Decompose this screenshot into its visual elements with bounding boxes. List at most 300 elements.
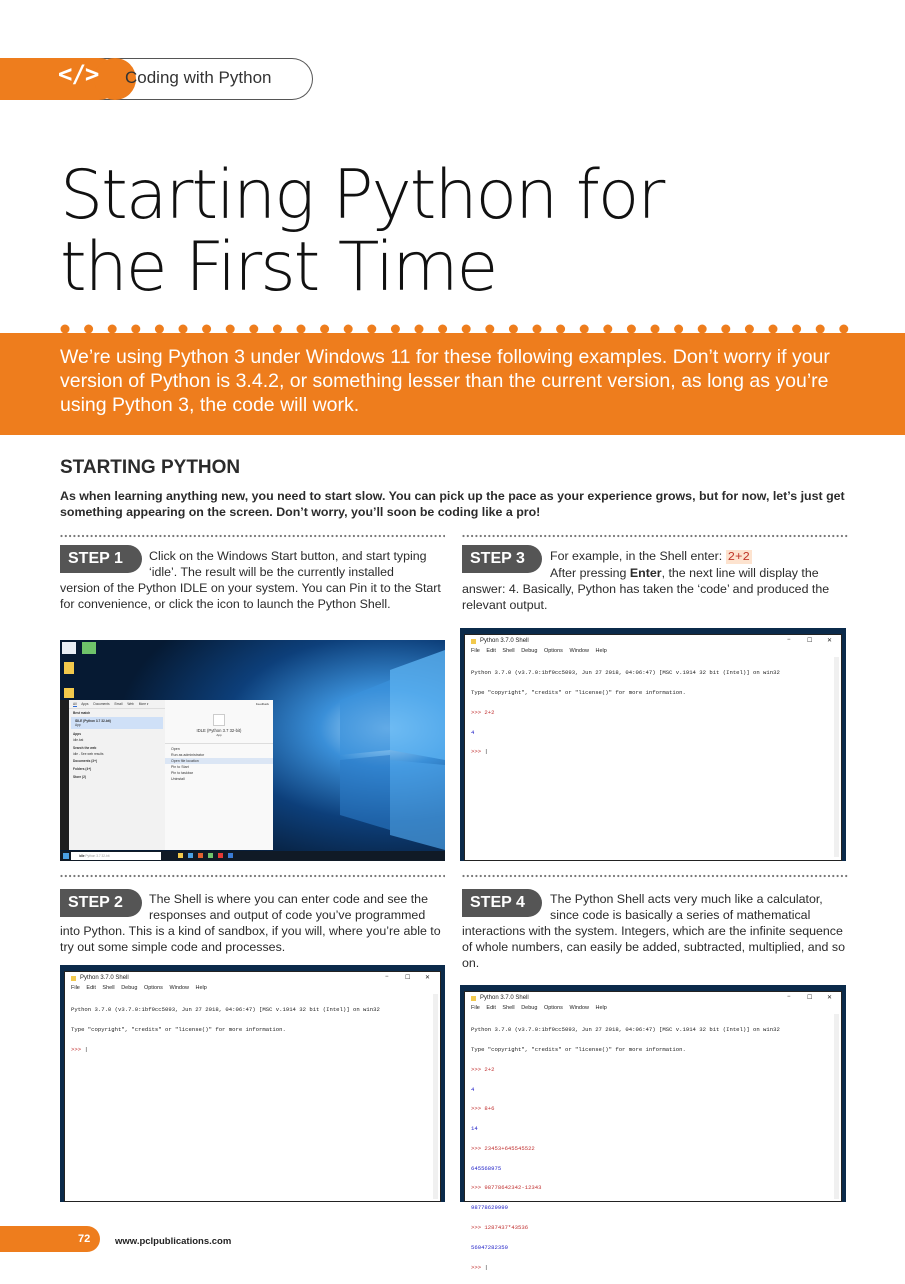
divider-dot xyxy=(284,875,286,877)
section-heading: STARTING PYTHON xyxy=(60,457,241,478)
menu-options[interactable]: Options xyxy=(143,985,163,991)
idle-shell-window xyxy=(64,971,441,1202)
divider-dot xyxy=(159,875,161,877)
menu-file[interactable]: File xyxy=(71,985,80,991)
divider-dot xyxy=(177,535,179,537)
divider-dot xyxy=(159,535,161,537)
divider-dot xyxy=(430,875,432,877)
divider-dot xyxy=(189,535,191,537)
search-query: idle xyxy=(79,854,85,858)
divider-dot xyxy=(742,875,744,877)
menu-file[interactable]: File xyxy=(471,648,480,654)
divider-dot xyxy=(523,535,525,537)
action-pin-to-start[interactable]: Pin to Start xyxy=(171,765,189,769)
divider-dot xyxy=(60,875,62,877)
tab-more[interactable]: More ▾ xyxy=(138,702,149,706)
divider-dot xyxy=(596,875,598,877)
maximize-icon[interactable]: ☐ xyxy=(807,638,813,644)
divider-dot xyxy=(129,535,131,537)
divider-dot xyxy=(73,875,75,877)
step-text-line: responses and output of code you’ve programmed xyxy=(149,908,426,922)
divider-dot xyxy=(536,875,538,877)
menu-debug[interactable]: Debug xyxy=(521,648,538,654)
divider-dot xyxy=(310,875,312,877)
divider-dot xyxy=(177,875,179,877)
action-uninstall[interactable]: Uninstall xyxy=(171,777,185,781)
divider-dot xyxy=(815,875,817,877)
divider-dot xyxy=(293,875,295,877)
divider-dot xyxy=(379,875,381,877)
divider-dot xyxy=(591,535,593,537)
menu-help[interactable]: Help xyxy=(195,985,207,991)
minimize-icon[interactable]: − xyxy=(385,974,389,980)
divider-dot xyxy=(430,535,432,537)
divider-dot xyxy=(484,535,486,537)
menu-debug[interactable]: Debug xyxy=(521,1005,538,1011)
scrollbar[interactable] xyxy=(834,657,839,857)
divider-dot xyxy=(471,535,473,537)
detail-app-kind: App xyxy=(216,733,222,737)
taskbar-app-icon[interactable] xyxy=(228,853,233,858)
search-web-heading: Search the web xyxy=(73,746,97,750)
best-match-item[interactable] xyxy=(71,717,163,729)
divider-dot xyxy=(763,535,765,537)
divider-dot xyxy=(781,535,783,537)
close-icon[interactable]: ✕ xyxy=(827,995,833,1001)
step-text-line: ‘idle’. The result will be the currently installed xyxy=(149,565,394,579)
divider-dot xyxy=(318,535,320,537)
divider-dot xyxy=(531,875,533,877)
python-file-icon[interactable] xyxy=(64,688,74,698)
divider-dot xyxy=(121,875,123,877)
divider-dot xyxy=(587,875,589,877)
idle-app-icon xyxy=(471,639,476,644)
divider-dot xyxy=(703,535,705,537)
menu-edit[interactable]: Edit xyxy=(486,1005,496,1011)
whatsapp-icon[interactable] xyxy=(82,642,96,654)
divider-dot xyxy=(798,875,800,877)
divider-dot xyxy=(604,535,606,537)
divider-dot xyxy=(237,875,239,877)
divider-dot xyxy=(583,535,585,537)
divider-dot xyxy=(630,875,632,877)
divider-dot xyxy=(306,875,308,877)
page-title-line2: the First Time xyxy=(60,228,497,307)
divider-dot xyxy=(86,875,88,877)
tab-documents[interactable]: Documents xyxy=(93,702,110,706)
divider-dot xyxy=(518,875,520,877)
divider-dot xyxy=(557,875,559,877)
divider-dot xyxy=(211,535,213,537)
divider-dot xyxy=(716,875,718,877)
shell-screenshot-step4 xyxy=(460,985,846,1271)
window-title: Python 3.7.0 Shell xyxy=(80,975,129,981)
divider-dot xyxy=(652,875,654,877)
divider-dot xyxy=(95,535,97,537)
divider-dot xyxy=(142,875,144,877)
divider-dot xyxy=(613,535,615,537)
shell-input-line: >>> 98778642342-12343 xyxy=(471,1184,542,1192)
menu-edit[interactable]: Edit xyxy=(86,985,96,991)
divider-dot xyxy=(366,875,368,877)
divider-dot xyxy=(151,535,153,537)
taskbar-search-box[interactable] xyxy=(71,852,161,860)
action-open[interactable]: Open xyxy=(171,747,180,751)
folders-heading[interactable]: Folders (4+) xyxy=(73,767,92,771)
divider-dot xyxy=(280,875,282,877)
divider-dot xyxy=(755,535,757,537)
shell-result-line: 56047282350 xyxy=(471,1243,508,1251)
divider-dot xyxy=(138,535,140,537)
divider-dot xyxy=(630,535,632,537)
divider-dot xyxy=(443,875,445,877)
divider-dot xyxy=(435,535,437,537)
divider-dot xyxy=(540,875,542,877)
divider-dot xyxy=(151,875,153,877)
divider-dot xyxy=(673,535,675,537)
menu-window[interactable]: Window xyxy=(169,985,189,991)
taskbar-app-icon[interactable] xyxy=(208,853,213,858)
divider-dot xyxy=(155,875,157,877)
page-number: 72 xyxy=(78,1233,91,1245)
divider-dot xyxy=(738,535,740,537)
menu-options[interactable]: Options xyxy=(543,648,563,654)
minimize-icon[interactable]: − xyxy=(787,637,791,643)
maximize-icon[interactable]: ☐ xyxy=(807,995,813,1001)
divider-dot xyxy=(344,875,346,877)
divider-dot xyxy=(720,875,722,877)
divider-dot xyxy=(413,875,415,877)
divider-dot xyxy=(665,535,667,537)
divider-dot xyxy=(181,535,183,537)
taskbar-app-icon[interactable] xyxy=(218,853,223,858)
divider-dot xyxy=(422,535,424,537)
divider-dot xyxy=(824,875,826,877)
menu-window[interactable]: Window xyxy=(569,648,589,654)
step-badge: STEP 3 xyxy=(462,545,542,573)
divider-dot xyxy=(258,875,260,877)
divider-dot xyxy=(527,875,529,877)
divider-dot xyxy=(712,875,714,877)
divider-dot xyxy=(241,535,243,537)
divider-dot xyxy=(819,535,821,537)
page-title xyxy=(60,156,664,307)
shell-output[interactable] xyxy=(71,994,380,1067)
divider-dot xyxy=(781,875,783,877)
footer-url[interactable]: www.pclpublications.com xyxy=(115,1236,232,1247)
divider-dot xyxy=(207,875,209,877)
divider-dot xyxy=(181,875,183,877)
divider-dot xyxy=(327,875,329,877)
divider-dot xyxy=(531,535,533,537)
divider-dot xyxy=(207,535,209,537)
divider-dot xyxy=(357,535,359,537)
divider-dot xyxy=(729,875,731,877)
divider-dot xyxy=(819,875,821,877)
tab-all[interactable]: All xyxy=(73,702,77,706)
taskbar-app-icon[interactable] xyxy=(198,853,203,858)
divider-dot xyxy=(475,875,477,877)
divider-dot xyxy=(755,875,757,877)
divider-dot xyxy=(310,535,312,537)
action-run-as-admin[interactable]: Run as administrator xyxy=(171,753,205,757)
divider-dot xyxy=(673,875,675,877)
divider-dot xyxy=(660,875,662,877)
divider-dot xyxy=(553,535,555,537)
divider-dot xyxy=(202,535,204,537)
divider-dot xyxy=(202,875,204,877)
divider-dot xyxy=(323,875,325,877)
divider-dot xyxy=(759,535,761,537)
divider-dot xyxy=(557,535,559,537)
divider-dot xyxy=(215,875,217,877)
divider-dot xyxy=(772,875,774,877)
divider-dot xyxy=(336,875,338,877)
taskbar-app-icon[interactable] xyxy=(178,853,183,858)
divider-dot xyxy=(677,875,679,877)
store-heading[interactable]: Store (2) xyxy=(73,775,86,779)
divider-dot xyxy=(86,535,88,537)
step-text xyxy=(462,548,850,613)
menu-edit[interactable]: Edit xyxy=(486,648,496,654)
divider-dot xyxy=(544,875,546,877)
menu-debug[interactable]: Debug xyxy=(121,985,138,991)
divider-dot xyxy=(327,535,329,537)
divider-dot xyxy=(396,535,398,537)
shell-result-line: 14 xyxy=(471,1125,478,1133)
divider-dot xyxy=(155,535,157,537)
divider-dot xyxy=(426,535,428,537)
divider-dot xyxy=(168,875,170,877)
divider-dot xyxy=(60,535,62,537)
divider-dot xyxy=(501,875,503,877)
divider-dot xyxy=(785,535,787,537)
menu-bar xyxy=(471,648,607,654)
divider-dot xyxy=(811,875,813,877)
shell-result-line: 98778629999 xyxy=(471,1204,508,1212)
step-text-rest: version of the Python IDLE on your system. You can Pin it to the Start for convenience, or click the icon to launch the Python Shell. xyxy=(60,581,441,611)
action-open-file-location[interactable]: Open file location xyxy=(165,758,273,764)
step-badge: STEP 1 xyxy=(60,545,142,573)
divider-dot xyxy=(802,875,804,877)
shell-banner: Type "copyright", "credits" or "license()" for more information. xyxy=(71,1025,286,1033)
divider-dot xyxy=(626,535,628,537)
divider-dot xyxy=(514,875,516,877)
python-file-icon[interactable] xyxy=(64,662,74,674)
divider-dot xyxy=(703,875,705,877)
code-icon: </> xyxy=(58,60,99,88)
divider-dot xyxy=(759,875,761,877)
divider-dot xyxy=(488,535,490,537)
divider-dot xyxy=(669,535,671,537)
best-match-heading: Best match xyxy=(73,711,91,715)
idle-app-icon xyxy=(471,996,476,1001)
divider-dot xyxy=(643,875,645,877)
divider-dot xyxy=(617,875,619,877)
divider-dot xyxy=(211,875,213,877)
divider-dot xyxy=(387,535,389,537)
shell-output[interactable] xyxy=(471,657,780,769)
close-icon[interactable]: ✕ xyxy=(425,975,431,981)
divider-dot xyxy=(505,535,507,537)
search-tabs xyxy=(69,700,165,709)
divider-dot xyxy=(142,535,144,537)
divider-dot xyxy=(164,535,166,537)
divider-dot xyxy=(583,875,585,877)
divider-dot xyxy=(600,535,602,537)
taskbar-app-icon[interactable] xyxy=(188,853,193,858)
page-title-line1: Starting Python for xyxy=(60,156,664,235)
divider-dot xyxy=(604,875,606,877)
divider-dot xyxy=(763,875,765,877)
menu-help[interactable]: Help xyxy=(595,1005,607,1011)
divider-dot xyxy=(656,875,658,877)
dotted-divider xyxy=(60,873,445,879)
divider-dot xyxy=(639,875,641,877)
menu-bar xyxy=(71,985,207,991)
divider-dot xyxy=(480,875,482,877)
idle-shell-window xyxy=(464,634,842,861)
step-text-line: , the next line will display the xyxy=(661,566,819,580)
divider-dot xyxy=(318,875,320,877)
divider-dot xyxy=(409,535,411,537)
divider-dot xyxy=(566,535,568,537)
divider-dot xyxy=(271,875,273,877)
divider-dot xyxy=(138,875,140,877)
divider-dot xyxy=(404,535,406,537)
key-name: Enter xyxy=(629,566,662,580)
maximize-icon[interactable]: ☐ xyxy=(405,975,411,981)
divider-dot xyxy=(690,875,692,877)
divider-dot xyxy=(639,535,641,537)
shell-banner: Type "copyright", "credits" or "license()" for more information. xyxy=(471,688,686,696)
divider-dot xyxy=(776,535,778,537)
windows-start-icon[interactable] xyxy=(63,853,69,859)
documents-heading[interactable]: Documents (3+) xyxy=(73,759,97,763)
close-icon[interactable]: ✕ xyxy=(827,638,833,644)
minimize-icon[interactable]: − xyxy=(787,994,791,1000)
best-match-app-name: IDLE (Python 3.7 32-bit) xyxy=(75,719,111,723)
menu-options[interactable]: Options xyxy=(543,1005,563,1011)
divider-dot xyxy=(471,875,473,877)
menu-file[interactable]: File xyxy=(471,1005,480,1011)
scrollbar[interactable] xyxy=(834,1014,839,1199)
divider-dot xyxy=(194,535,196,537)
divider-dot xyxy=(215,535,217,537)
divider-dot xyxy=(108,875,110,877)
scrollbar[interactable] xyxy=(433,994,438,1199)
menu-shell[interactable]: Shell xyxy=(102,985,115,991)
divider-dot xyxy=(146,535,148,537)
divider-dot xyxy=(409,875,411,877)
divider-dot xyxy=(505,875,507,877)
divider-dot xyxy=(293,535,295,537)
divider-dot xyxy=(686,875,688,877)
step-text xyxy=(60,548,446,612)
taskbar xyxy=(60,851,445,861)
divider-dot xyxy=(400,875,402,877)
divider-dot xyxy=(729,535,731,537)
divider-dot xyxy=(228,535,230,537)
divider-dot xyxy=(340,535,342,537)
divider-dot xyxy=(331,535,333,537)
shell-banner: Python 3.7.0 (v3.7.0:1bf9cc5093, Jun 27 2018, 04:06:47) [MSC v.1914 32 bit (Intel)] on win32 xyxy=(71,1006,380,1014)
step-text-rest: into Python. This is a kind of sandbox, if you will, where you’re able to try out some simple code and processes. xyxy=(60,924,441,954)
divider-dot xyxy=(65,875,67,877)
divider-dot xyxy=(720,535,722,537)
divider-dot xyxy=(841,875,843,877)
divider-dot xyxy=(806,875,808,877)
menu-shell[interactable]: Shell xyxy=(502,1005,515,1011)
divider-dot xyxy=(263,535,265,537)
shell-banner: Python 3.7.0 (v3.7.0:1bf9cc5093, Jun 27 2018, 04:06:47) [MSC v.1914 32 bit (Intel)] on win32 xyxy=(471,669,780,677)
divider-dot xyxy=(467,875,469,877)
menu-help[interactable]: Help xyxy=(595,648,607,654)
divider-dot xyxy=(566,875,568,877)
shell-result-line: 4 xyxy=(471,728,475,736)
divider-dot xyxy=(301,535,303,537)
divider-dot xyxy=(768,875,770,877)
shell-output[interactable] xyxy=(471,1014,780,1284)
tab-email[interactable]: Email xyxy=(114,702,123,706)
divider-dot xyxy=(125,875,127,877)
divider-dot xyxy=(185,875,187,877)
divider-dot xyxy=(669,875,671,877)
start-rail xyxy=(60,700,69,850)
divider-dot xyxy=(82,875,84,877)
divider-dot xyxy=(392,875,394,877)
app-detail-panel xyxy=(165,700,273,850)
divider-dot xyxy=(725,875,727,877)
divider-dot xyxy=(695,875,697,877)
apps-item[interactable]: idle.bat xyxy=(73,738,84,742)
step-text-rest: answer: 4. Basically, Python has taken the ‘code’ and produced the relevant output. xyxy=(462,582,830,612)
divider-dot xyxy=(626,875,628,877)
divider-dot xyxy=(99,875,101,877)
divider-dot xyxy=(716,535,718,537)
divider-dot xyxy=(776,875,778,877)
shell-result-line: 4 xyxy=(471,1085,475,1093)
inline-code: 2+2 xyxy=(727,550,750,564)
divider-dot xyxy=(439,535,441,537)
divider-dot xyxy=(129,875,131,877)
shell-input-line: >>> 8+6 xyxy=(471,1105,495,1113)
shell-input-line: >>> 2+2 xyxy=(471,1065,495,1073)
divider-dot xyxy=(422,875,424,877)
divider-dot xyxy=(224,535,226,537)
divider-dot xyxy=(634,535,636,537)
tab-apps[interactable]: Apps xyxy=(81,702,89,706)
divider-dot xyxy=(794,535,796,537)
divider-dot xyxy=(288,875,290,877)
divider-dot xyxy=(609,535,611,537)
divider-dot xyxy=(536,535,538,537)
web-result-item[interactable]: idle - See web results xyxy=(73,752,104,756)
divider-dot xyxy=(267,535,269,537)
recycle-bin-icon[interactable] xyxy=(62,642,76,654)
divider-dot xyxy=(280,535,282,537)
tab-web[interactable]: Web xyxy=(127,702,134,706)
feedback-link[interactable]: Feedback xyxy=(255,702,269,706)
divider-dot xyxy=(99,535,101,537)
menu-window[interactable]: Window xyxy=(569,1005,589,1011)
shell-prompt: >>> | xyxy=(471,748,488,756)
divider-dot xyxy=(656,535,658,537)
menu-shell[interactable]: Shell xyxy=(502,648,515,654)
divider-dot xyxy=(245,535,247,537)
action-pin-to-taskbar[interactable]: Pin to taskbar xyxy=(171,771,193,775)
divider-dot xyxy=(712,535,714,537)
